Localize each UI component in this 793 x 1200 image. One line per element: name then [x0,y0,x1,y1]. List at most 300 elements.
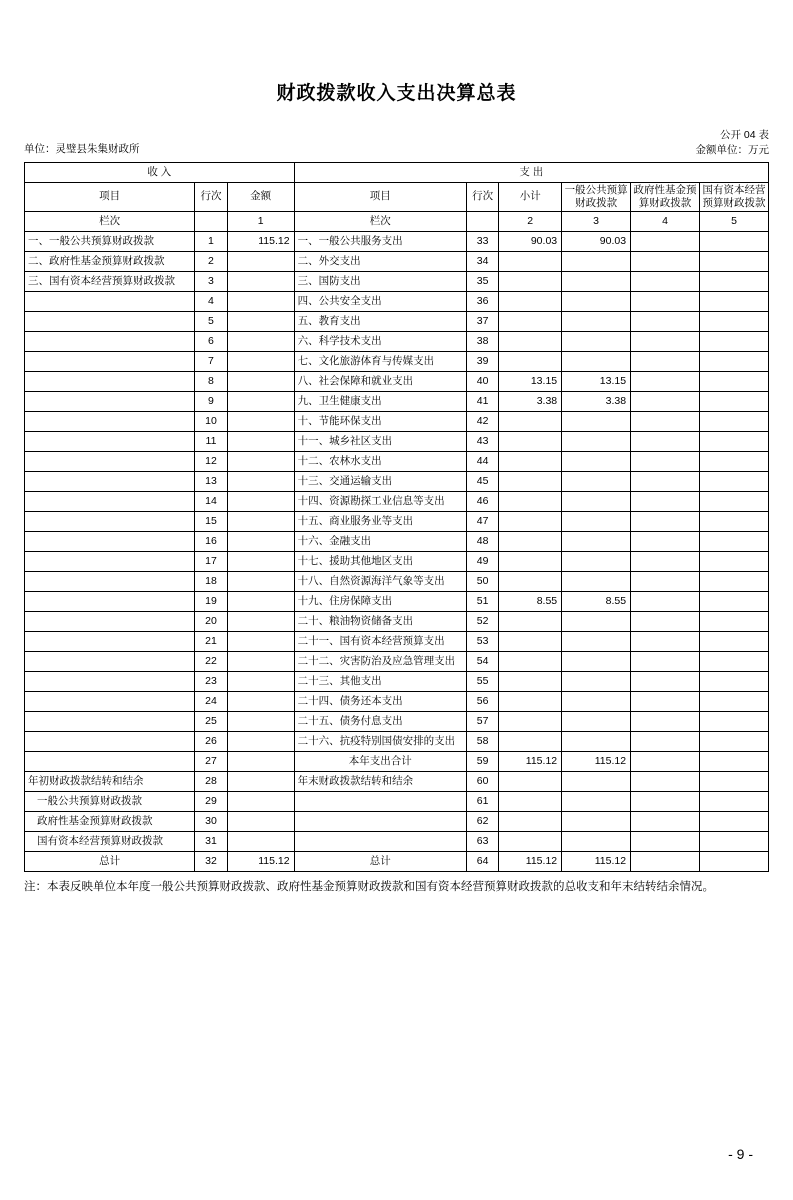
income-amount [227,372,294,392]
expense-item-name: 十二、农林水支出 [294,452,466,472]
table-row [25,372,769,392]
expense-line-number: 49 [466,552,498,572]
table-row [25,832,769,852]
expense-line-number: 53 [466,632,498,652]
expense-general-budget [562,272,631,292]
expense-government-fund [631,852,700,872]
page [0,78,793,1200]
expense-government-fund [631,272,700,292]
expense-subtotal [499,572,562,592]
expense-state-capital [699,612,768,632]
expense-line-number: 39 [466,352,498,372]
expense-line-number: 46 [466,492,498,512]
income-amount [227,572,294,592]
expense-state-capital [699,352,768,372]
income-line-number: 19 [195,592,227,612]
form-code: 公开 04 表 [719,129,769,141]
expense-state-capital [699,712,768,732]
expense-state-capital [699,272,768,292]
expense-general-budget [562,732,631,752]
expense-government-fund [631,412,700,432]
expense-col-num-3: 3 [562,212,631,232]
expense-state-capital [699,652,768,672]
expense-line-number: 56 [466,692,498,712]
expense-item-name [294,792,466,812]
income-line-number: 27 [195,752,227,772]
income-item-name [25,592,195,612]
expense-subtotal [499,552,562,572]
expense-government-fund [631,332,700,352]
expense-subtotal [499,692,562,712]
expense-government-fund [631,392,700,412]
table-body [25,232,769,872]
expense-subtotal [499,332,562,352]
expense-line-number: 43 [466,432,498,452]
col-income-item: 项目 [25,182,195,211]
income-amount [227,552,294,572]
income-amount [227,772,294,792]
expense-general-budget [562,312,631,332]
income-line-number: 1 [195,232,227,252]
expense-line-number: 45 [466,472,498,492]
expense-item-name: 二十六、抗疫特别国债安排的支出 [294,732,466,752]
expense-general-budget [562,352,631,372]
expense-line-number: 33 [466,232,498,252]
expense-state-capital [699,252,768,272]
expense-subtotal [499,252,562,272]
expense-item-name: 七、文化旅游体育与传媒支出 [294,352,466,372]
income-item-name [25,532,195,552]
expense-line-number: 41 [466,392,498,412]
expense-state-capital [699,692,768,712]
col-income-line: 行次 [195,182,227,211]
income-amount [227,352,294,372]
expense-item-name: 十、节能环保支出 [294,412,466,432]
expense-state-capital [699,632,768,652]
table-row [25,652,769,672]
expense-subtotal [499,632,562,652]
expense-general-budget [562,792,631,812]
table-note: 注：本表反映单位本年度一般公共预算财政拨款、政府性基金预算财政拨款和国有资本经营预算财政拨款的总收支和年末结转结余情况。 [24,881,714,893]
expense-line-number: 58 [466,732,498,752]
table-row [25,232,769,252]
income-line-number: 31 [195,832,227,852]
expense-subtotal [499,712,562,732]
expense-state-capital [699,672,768,692]
expense-item-name: 二、外交支出 [294,252,466,272]
income-line-number: 12 [195,452,227,472]
expense-subtotal [499,432,562,452]
expense-line-number: 35 [466,272,498,292]
income-item-name [25,572,195,592]
expense-subtotal: 90.03 [499,232,562,252]
income-item-name [25,632,195,652]
expense-item-name: 十三、交通运输支出 [294,472,466,492]
income-line-number: 4 [195,292,227,312]
table-row [25,252,769,272]
expense-item-name [294,812,466,832]
income-item-name [25,732,195,752]
expense-item-name: 年末财政拨款结转和结余 [294,772,466,792]
income-item-name [25,512,195,532]
income-item-name [25,692,195,712]
expense-state-capital [699,292,768,312]
table-column-header-row [25,182,769,211]
income-item-name: 二、政府性基金预算财政拨款 [25,252,195,272]
expense-subtotal [499,512,562,532]
expense-line-number: 48 [466,532,498,552]
expense-general-budget [562,692,631,712]
table-row [25,292,769,312]
expense-general-budget: 13.15 [562,372,631,392]
income-amount [227,492,294,512]
expense-line-number: 40 [466,372,498,392]
expense-government-fund [631,732,700,752]
expense-general-budget [562,552,631,572]
expense-government-fund [631,712,700,732]
expense-government-fund [631,612,700,632]
income-line-number: 6 [195,332,227,352]
table-column-number-row [25,212,769,232]
col-expense-fund: 政府性基金预算财政拨款 [631,182,700,211]
expense-item-name: 八、社会保障和就业支出 [294,372,466,392]
table-row [25,572,769,592]
expense-general-budget: 115.12 [562,852,631,872]
income-item-name [25,372,195,392]
income-amount [227,672,294,692]
expense-state-capital [699,732,768,752]
table-group-header-row [25,162,769,182]
expense-government-fund [631,492,700,512]
col-expense-general: 一般公共预算财政拨款 [562,182,631,211]
income-amount [227,332,294,352]
expense-subtotal [499,272,562,292]
expense-general-budget [562,452,631,472]
expense-general-budget [562,832,631,852]
income-amount [227,692,294,712]
expense-line-number: 47 [466,512,498,532]
table-row [25,792,769,812]
expense-state-capital [699,572,768,592]
expense-state-capital [699,752,768,772]
income-lan-ci-label: 栏次 [25,212,195,232]
expense-general-budget [562,492,631,512]
expense-subtotal: 13.15 [499,372,562,392]
income-item-name [25,392,195,412]
income-item-name [25,332,195,352]
income-amount [227,792,294,812]
income-item-name [25,292,195,312]
income-item-name [25,312,195,332]
expense-item-name: 十四、资源勘探工业信息等支出 [294,492,466,512]
income-amount [227,312,294,332]
table-row [25,492,769,512]
table-row [25,812,769,832]
expense-col-num-5: 5 [699,212,768,232]
income-amount [227,452,294,472]
expense-line-number: 38 [466,332,498,352]
expense-subtotal: 3.38 [499,392,562,412]
expense-government-fund [631,532,700,552]
income-amount [227,612,294,632]
expense-state-capital [699,552,768,572]
expense-subtotal [499,672,562,692]
expense-state-capital [699,372,768,392]
table-row [25,772,769,792]
expense-government-fund [631,512,700,532]
income-line-number: 22 [195,652,227,672]
table-row [25,852,769,872]
income-item-name [25,412,195,432]
income-amount [227,472,294,492]
expense-item-name: 二十一、国有资本经营预算支出 [294,632,466,652]
income-line-number: 21 [195,632,227,652]
income-item-name: 总计 [25,852,195,872]
income-line-number: 30 [195,812,227,832]
expense-government-fund [631,812,700,832]
expense-government-fund [631,572,700,592]
expense-state-capital [699,532,768,552]
income-amount [227,812,294,832]
income-line-number: 14 [195,492,227,512]
income-item-name [25,712,195,732]
income-amount [227,292,294,312]
expense-line-number: 54 [466,652,498,672]
expense-general-budget [562,572,631,592]
page-number: - 9 - [728,1146,753,1162]
expense-subtotal [499,812,562,832]
income-line-number: 7 [195,352,227,372]
income-item-name [25,452,195,472]
expense-government-fund [631,692,700,712]
expense-item-name: 九、卫生健康支出 [294,392,466,412]
expense-item-name: 二十五、债务付息支出 [294,712,466,732]
amount-unit-label: 金额单位：万元 [695,144,769,156]
expense-state-capital [699,332,768,352]
income-line-number: 13 [195,472,227,492]
expense-state-capital [699,852,768,872]
expense-state-capital [699,472,768,492]
expense-line-number: 64 [466,852,498,872]
expense-line-number: 37 [466,312,498,332]
income-amount: 115.12 [227,852,294,872]
expense-government-fund [631,432,700,452]
expense-item-name: 二十四、债务还本支出 [294,692,466,712]
table-row [25,672,769,692]
income-line-number: 11 [195,432,227,452]
income-line-number: 3 [195,272,227,292]
expense-item-name: 十七、援助其他地区支出 [294,552,466,572]
income-amount [227,412,294,432]
expense-state-capital [699,512,768,532]
income-item-name [25,472,195,492]
income-amount [227,512,294,532]
expense-line-number: 52 [466,612,498,632]
table-row [25,712,769,732]
financial-table [24,162,769,872]
income-amount [227,432,294,452]
income-line-number: 29 [195,792,227,812]
expense-subtotal [499,732,562,752]
income-amount [227,592,294,612]
income-item-name: 一、一般公共预算财政拨款 [25,232,195,252]
expense-item-name: 十五、商业服务业等支出 [294,512,466,532]
expense-subtotal [499,492,562,512]
expense-general-budget [562,512,631,532]
expense-general-budget [562,432,631,452]
expense-lan-ci-label: 栏次 [294,212,466,232]
page-title: 财政拨款收入支出决算总表 [276,82,517,104]
expense-government-fund [631,672,700,692]
table-row [25,512,769,532]
expense-government-fund [631,252,700,272]
income-amount [227,252,294,272]
expense-line-number: 60 [466,772,498,792]
expense-item-name: 十六、金融支出 [294,532,466,552]
expense-subtotal: 8.55 [499,592,562,612]
expense-state-capital [699,832,768,852]
expense-government-fund [631,632,700,652]
expense-government-fund [631,452,700,472]
income-line-number: 25 [195,712,227,732]
income-col-num-1: 1 [227,212,294,232]
expense-line-number: 34 [466,252,498,272]
expense-line-number: 44 [466,452,498,472]
expense-line-number: 57 [466,712,498,732]
income-line-number: 28 [195,772,227,792]
income-line-number: 17 [195,552,227,572]
income-amount: 115.12 [227,232,294,252]
income-line-number: 20 [195,612,227,632]
expense-government-fund [631,552,700,572]
income-line-number: 24 [195,692,227,712]
income-line-number: 23 [195,672,227,692]
income-item-name [25,612,195,632]
income-item-name: 一般公共预算财政拨款 [25,792,195,812]
expense-general-budget [562,412,631,432]
expense-item-name: 二十、粮油物资储备支出 [294,612,466,632]
table-row [25,752,769,772]
expense-line-number: 55 [466,672,498,692]
expense-subtotal [499,792,562,812]
expense-item-name [294,832,466,852]
expense-line-number: 50 [466,572,498,592]
expense-government-fund [631,352,700,372]
expense-general-budget [562,632,631,652]
expense-lan-ci-blank [466,212,498,232]
expense-general-budget: 8.55 [562,592,631,612]
expense-government-fund [631,292,700,312]
expense-general-budget [562,672,631,692]
income-amount [227,712,294,732]
income-item-name: 国有资本经营预算财政拨款 [25,832,195,852]
expense-government-fund [631,232,700,252]
income-amount [227,532,294,552]
expense-general-budget [562,532,631,552]
expense-state-capital [699,312,768,332]
expense-general-budget [562,292,631,312]
expense-government-fund [631,772,700,792]
table-row [25,412,769,432]
table-row [25,392,769,412]
expense-general-budget [562,332,631,352]
expense-line-number: 62 [466,812,498,832]
expense-state-capital [699,492,768,512]
expense-group-header: 支 出 [294,162,768,182]
expense-general-budget [562,772,631,792]
income-amount [227,732,294,752]
income-line-number: 32 [195,852,227,872]
expense-state-capital [699,452,768,472]
income-item-name [25,432,195,452]
expense-subtotal [499,772,562,792]
table-row [25,552,769,572]
table-row [25,432,769,452]
expense-state-capital [699,412,768,432]
income-amount [227,632,294,652]
income-line-number: 26 [195,732,227,752]
expense-line-number: 61 [466,792,498,812]
col-expense-subtotal: 小计 [499,182,562,211]
expense-line-number: 59 [466,752,498,772]
expense-general-budget: 115.12 [562,752,631,772]
expense-general-budget: 90.03 [562,232,631,252]
table-row [25,452,769,472]
expense-item-name: 总计 [294,852,466,872]
expense-item-name: 十一、城乡社区支出 [294,432,466,452]
table-row [25,732,769,752]
col-income-amount: 金额 [227,182,294,211]
expense-item-name: 十九、住房保障支出 [294,592,466,612]
expense-subtotal: 115.12 [499,852,562,872]
expense-government-fund [631,592,700,612]
table-row [25,632,769,652]
expense-state-capital [699,772,768,792]
expense-subtotal [499,832,562,852]
expense-item-name: 本年支出合计 [294,752,466,772]
expense-subtotal [499,312,562,332]
income-line-number: 15 [195,512,227,532]
expense-line-number: 51 [466,592,498,612]
expense-line-number: 36 [466,292,498,312]
expense-item-name: 六、科学技术支出 [294,332,466,352]
income-line-number: 9 [195,392,227,412]
expense-subtotal [499,652,562,672]
income-line-number: 18 [195,572,227,592]
income-item-name [25,552,195,572]
form-code-row [24,127,769,142]
table-row [25,592,769,612]
expense-state-capital [699,392,768,412]
income-amount [227,752,294,772]
expense-general-budget [562,472,631,492]
expense-general-budget [562,652,631,672]
expense-item-name: 一、一般公共服务支出 [294,232,466,252]
expense-state-capital [699,812,768,832]
meta-row [24,142,769,159]
expense-subtotal: 115.12 [499,752,562,772]
expense-subtotal [499,532,562,552]
expense-line-number: 63 [466,832,498,852]
expense-general-budget: 3.38 [562,392,631,412]
expense-item-name: 三、国防支出 [294,272,466,292]
table-row [25,312,769,332]
unit-label: 单位：灵璧县朱集财政所 [24,143,140,155]
income-lan-ci-blank [195,212,227,232]
expense-general-budget [562,812,631,832]
income-item-name: 政府性基金预算财政拨款 [25,812,195,832]
expense-col-num-4: 4 [631,212,700,232]
